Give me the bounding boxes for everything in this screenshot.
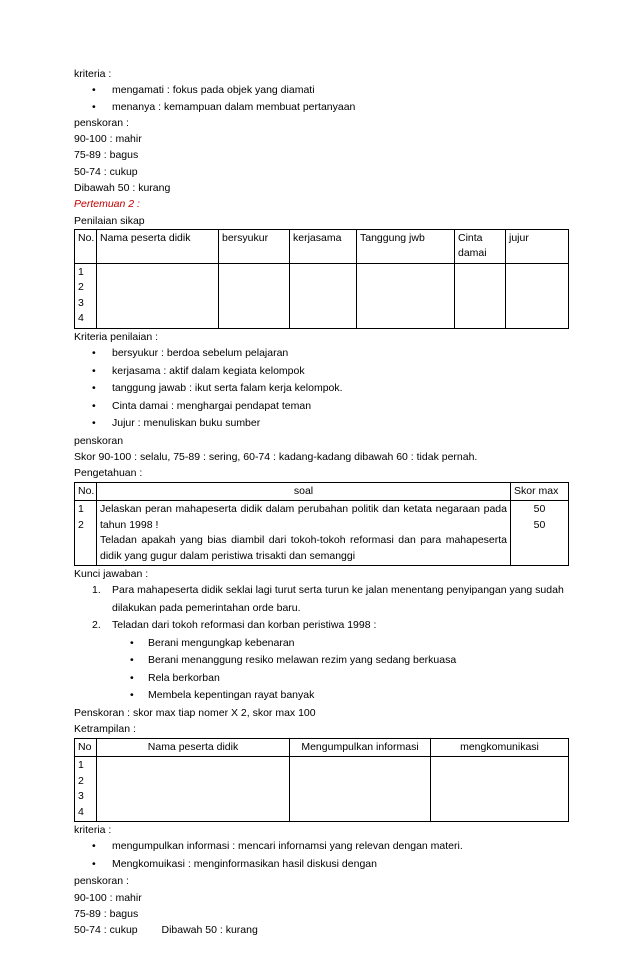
row-number: 4 xyxy=(78,805,84,818)
penskoran-kurang: Dibawah 50 : kurang xyxy=(161,924,258,937)
kunci-jawaban-heading: Kunci jawaban : xyxy=(74,568,149,581)
list-item: • Rela berkorban xyxy=(74,670,568,688)
row-number: 4 xyxy=(78,312,84,325)
kriteria-penilaian-heading: Kriteria penilaian : xyxy=(74,330,159,343)
list-item: • Jujur : menuliskan buku sumber xyxy=(74,415,568,433)
header-jujur: jujur xyxy=(506,229,569,263)
header-nama: Nama peserta didik xyxy=(97,229,219,263)
header-kerjasama: kerjasama xyxy=(290,229,357,263)
row-number: 1 xyxy=(78,759,84,772)
list-item: • bersyukur : berdoa sebelum pelajaran xyxy=(74,345,568,363)
soal-1: Jelaskan peran mahapeserta didik dalam perubahan politik dan ketata negaraan pada tahun 1998 ! xyxy=(100,503,507,531)
item-text: Teladan dari tokoh reformasi dan korban peristiwa 1998 : xyxy=(112,619,377,632)
penskoran-line: Penskoran : skor max tiap nomer X 2, skor max 100 xyxy=(74,706,316,719)
penskoran-line: 90-100 : mahir xyxy=(74,133,142,146)
empty-cell xyxy=(506,263,569,328)
header-no: No. xyxy=(75,482,97,501)
skor-line: Skor 90-100 : selalu, 75-89 : sering, 60-74 : kadang-kadang dibawah 60 : tidak pernah. xyxy=(74,451,478,464)
ketrampilan-table xyxy=(74,738,569,823)
document-page xyxy=(74,66,568,939)
row-number: 1 xyxy=(78,265,84,278)
kriteria-heading: kriteria : xyxy=(74,824,112,837)
header-soal: soal xyxy=(97,482,511,501)
header-bersyukur: bersyukur xyxy=(219,229,290,263)
table-row xyxy=(75,757,569,822)
pengetahuan-heading: Pengetahuan : xyxy=(74,467,143,480)
penskoran-line: 75-89 : bagus xyxy=(74,907,139,920)
penskoran-heading: penskoran xyxy=(74,434,124,447)
penskoran-cukup: 50-74 : cukup xyxy=(74,924,138,937)
teladan-list xyxy=(74,635,568,705)
list-item: • mengamati : fokus pada objek yang diamati xyxy=(74,82,568,98)
empty-cell xyxy=(290,263,357,328)
item-number: 2. xyxy=(92,619,101,632)
row-number: 2 xyxy=(78,774,84,787)
list-item: • kerjasama : aktif dalam kegiata kelompok xyxy=(74,363,568,381)
table-row xyxy=(75,501,569,566)
item-text: Para mahapeserta didik seklai lagi turut serta turun ke jalan menentang penyipangan yang sudah dilakukan pada pemerintahan orde baru. xyxy=(112,584,564,614)
list-item: • mengumpulkan informasi : mencari infornamsi yang relevan dengan materi. xyxy=(74,838,568,856)
row-number: 2 xyxy=(78,518,84,531)
row-number: 1 xyxy=(78,503,84,516)
header-tanggung-jwb: Tanggung jwb xyxy=(357,229,455,263)
empty-cell xyxy=(357,263,455,328)
penskoran-line: 50-74 : cukup xyxy=(74,165,138,178)
header-skor-max: Skor max xyxy=(511,482,569,501)
list-item: • Berani menanggung resiko melawan rezim yang sedang berkuasa xyxy=(74,652,568,670)
table-header-row xyxy=(75,229,569,263)
header-cinta-damai: Cinta damai xyxy=(455,229,506,263)
list-item: • tanggung jawab : ikut serta falam kerja kelompok. xyxy=(74,380,568,398)
row-number: 3 xyxy=(78,790,84,803)
kunci-jawaban-list xyxy=(74,582,568,635)
header-mengumpulkan: Mengumpulkan informasi xyxy=(290,738,431,757)
penskoran-heading: penskoran : xyxy=(74,875,129,888)
kriteria-list xyxy=(74,82,568,115)
sikap-table xyxy=(74,229,569,329)
kriteria-sikap-list xyxy=(74,345,568,433)
empty-cell xyxy=(290,757,431,822)
table-header-row xyxy=(75,738,569,757)
penskoran-line: 90-100 : mahir xyxy=(74,891,142,904)
list-item xyxy=(74,617,568,635)
empty-cell xyxy=(97,263,219,328)
soal-cell xyxy=(97,501,511,566)
list-item: • Mengkomuikasi : menginformasikan hasil diskusi dengan xyxy=(74,856,568,874)
empty-cell xyxy=(219,263,290,328)
empty-cell xyxy=(97,757,290,822)
table-header-row xyxy=(75,482,569,501)
row-number: 2 xyxy=(78,281,84,294)
row-numbers xyxy=(75,501,97,566)
empty-cell xyxy=(455,263,506,328)
penilaian-sikap-heading: Penilaian sikap xyxy=(74,214,145,227)
header-mengkomunikasi: mengkomunikasi xyxy=(431,738,569,757)
penskoran-line: 75-89 : bagus xyxy=(74,149,139,162)
penskoran-last-line xyxy=(74,922,568,938)
list-item: • Membela kepentingan rayat banyak xyxy=(74,687,568,705)
row-numbers xyxy=(75,263,97,328)
row-number: 3 xyxy=(78,296,84,309)
list-item: • Cinta damai : menghargai pendapat teman xyxy=(74,398,568,416)
list-item: • menanya : kemampuan dalam membuat pertanyaan xyxy=(74,99,568,115)
soal-2: Teladan apakah yang bias diambil dari tokoh-tokoh reformasi dan para mahapeserta didik yang gugur dalam peristiwa trisakti dan semanggi xyxy=(100,534,507,562)
row-numbers xyxy=(75,757,97,822)
empty-cell xyxy=(431,757,569,822)
pengetahuan-table xyxy=(74,482,569,567)
list-item: • Berani mengungkap kebenaran xyxy=(74,635,568,653)
header-no: No xyxy=(75,738,97,757)
skor-value: 50 xyxy=(533,503,546,516)
ketrampilan-heading: Ketrampilan : xyxy=(74,723,136,736)
kriteria-heading: kriteria : xyxy=(74,68,112,80)
penskoran-line: Dibawah 50 : kurang xyxy=(74,182,171,195)
item-number: 1. xyxy=(92,584,101,597)
list-item xyxy=(74,582,568,617)
skor-value: 50 xyxy=(533,518,546,531)
penskoran-heading: penskoran : xyxy=(74,116,129,129)
pertemuan-heading: Pertemuan 2 : xyxy=(74,198,140,211)
header-no: No. xyxy=(75,229,97,263)
table-row xyxy=(75,263,569,328)
skor-cell xyxy=(511,501,569,566)
header-nama: Nama peserta didik xyxy=(97,738,290,757)
kriteria-ketrampilan-list xyxy=(74,838,568,873)
